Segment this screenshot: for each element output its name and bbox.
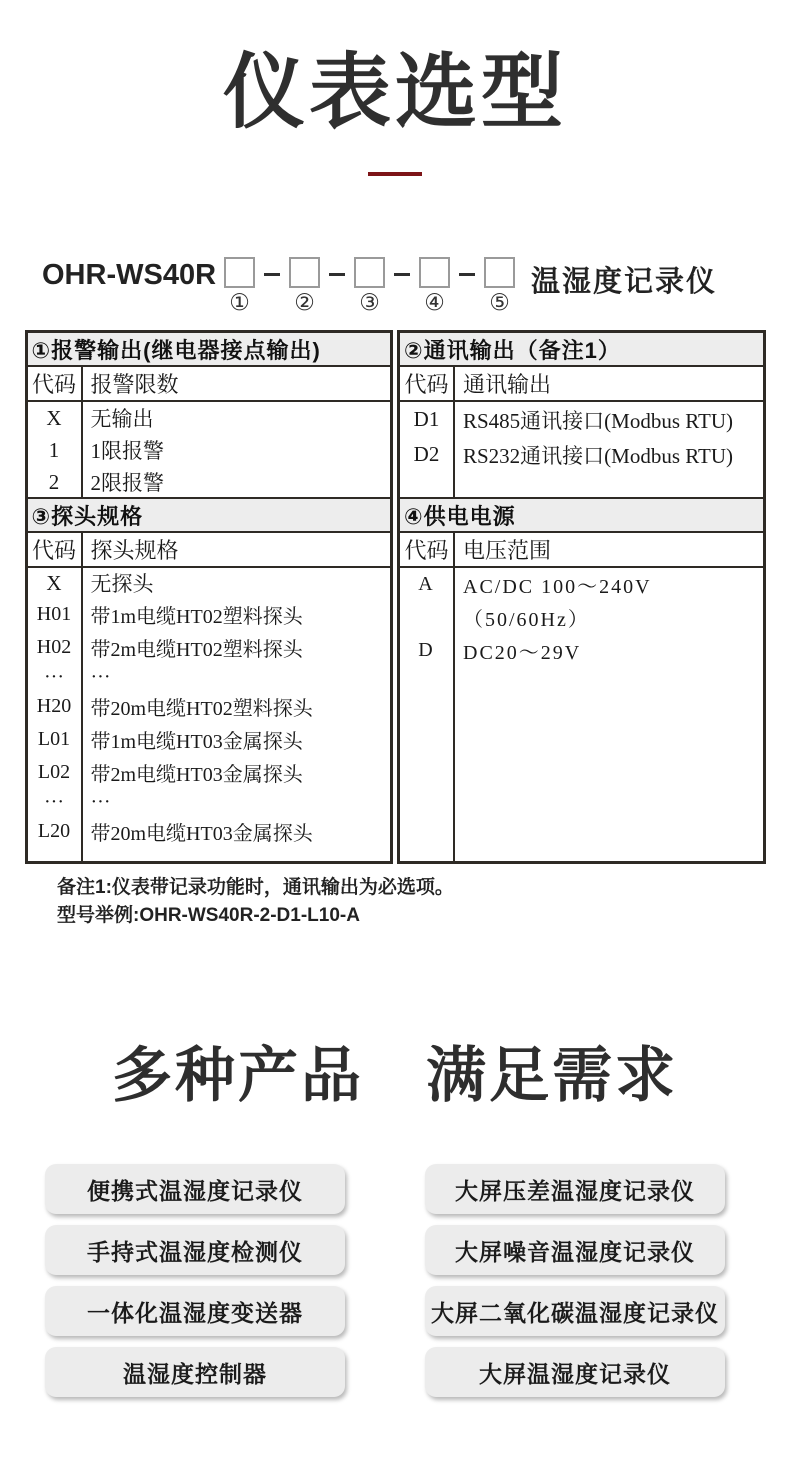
table-row <box>28 434 391 466</box>
desc-column-header: 探头规格 <box>90 538 179 564</box>
product-button-portable-recorder[interactable]: 便携式温湿度记录仪 <box>45 1164 345 1214</box>
desc-cell: ··· <box>90 790 111 813</box>
product-button-humidity-controller[interactable]: 温湿度控制器 <box>45 1347 345 1397</box>
dash-separator <box>329 273 345 276</box>
desc-column-header: 报警限数 <box>90 372 179 398</box>
code-cell: H01 <box>28 598 83 631</box>
table-row <box>400 601 763 634</box>
desc-cell: DC20～29V <box>463 642 582 665</box>
code-cell: D <box>400 634 455 667</box>
filler-row <box>400 667 763 861</box>
position-label-3: ③ <box>359 289 380 316</box>
code-column-header: 代码 <box>400 367 455 400</box>
position-label-5: ⑤ <box>489 289 510 316</box>
code-cell: H20 <box>28 690 83 723</box>
table-row <box>28 466 391 497</box>
product-button-bigscreen-pressure-recorder[interactable]: 大屏压差温湿度记录仪 <box>425 1164 725 1214</box>
model-box-1 <box>224 257 255 288</box>
product-button-bigscreen-recorder[interactable]: 大屏温湿度记录仪 <box>425 1347 725 1397</box>
table-row <box>400 568 763 601</box>
desc-cell: AC/DC 100～240V <box>463 576 652 599</box>
desc-cell: 带1m电缆HT02塑料探头 <box>90 606 303 629</box>
filler-row <box>400 472 763 497</box>
desc-cell: 带20m电缆HT02塑料探头 <box>90 698 313 721</box>
position-label-1: ① <box>229 289 250 316</box>
position-label-4: ④ <box>424 289 445 316</box>
section-2-column-headers <box>400 367 763 402</box>
code-cell: 2 <box>28 466 83 497</box>
desc-cell: ··· <box>90 665 111 688</box>
code-column-header: 代码 <box>28 533 83 566</box>
desc-column-header: 通讯输出 <box>463 372 552 398</box>
selection-table-left <box>25 330 394 864</box>
dash-separator <box>394 273 410 276</box>
product-button-bigscreen-co2-recorder[interactable]: 大屏二氧化碳温湿度记录仪 <box>425 1286 725 1336</box>
code-column-header: 代码 <box>400 533 455 566</box>
section-4-column-headers <box>400 533 763 568</box>
section-1-header: ①报警输出(继电器接点输出) <box>28 333 391 367</box>
table-row <box>28 690 391 723</box>
section-3-column-headers <box>28 533 391 568</box>
desc-cell: RS232通讯接口(Modbus RTU) <box>463 443 734 468</box>
code-cell: D1 <box>400 402 455 437</box>
model-prefix: OHR-WS40R <box>42 259 217 292</box>
model-slot-2 <box>289 254 320 314</box>
code-cell: X <box>28 568 83 598</box>
desc-cell: RS485通讯接口(Modbus RTU) <box>463 408 734 433</box>
title-underline <box>368 172 422 176</box>
desc-column-header: 电压范围 <box>463 538 552 564</box>
model-box-3 <box>354 257 385 288</box>
notes <box>57 874 790 930</box>
code-cell: L01 <box>28 723 83 756</box>
dash-separator <box>264 273 280 276</box>
model-slot-3 <box>354 254 385 314</box>
table-row <box>28 756 391 789</box>
table-row-ellipsis <box>28 664 391 690</box>
product-button-handheld-detector[interactable]: 手持式温湿度检测仪 <box>45 1225 345 1275</box>
code-cell: L02 <box>28 756 83 789</box>
product-buttons <box>45 1164 790 1397</box>
table-row <box>400 437 763 472</box>
table-row <box>28 402 391 434</box>
desc-cell: 带20m电缆HT03金属探头 <box>90 823 313 846</box>
product-button-bigscreen-noise-recorder[interactable]: 大屏噪音温湿度记录仪 <box>425 1225 725 1275</box>
table-row <box>28 723 391 756</box>
code-cell: H02 <box>28 631 83 664</box>
table-row <box>28 598 391 631</box>
table-row <box>28 815 391 848</box>
section-4-header: ④供电电源 <box>400 499 763 533</box>
model-example: 型号举例:OHR-WS40R-2-D1-L10-A <box>57 905 360 927</box>
model-slot-4 <box>419 254 450 314</box>
code-column-header: 代码 <box>28 367 83 400</box>
code-cell: A <box>400 568 455 601</box>
code-cell: L20 <box>28 815 83 848</box>
dash-separator <box>459 273 475 276</box>
desc-cell: 带2m电缆HT02塑料探头 <box>90 639 303 662</box>
code-cell: ··· <box>28 664 83 690</box>
table-row <box>400 402 763 437</box>
products-heading-left: 多种产品 <box>112 1042 364 1110</box>
model-box-5 <box>484 257 515 288</box>
model-slot-1 <box>224 254 255 314</box>
section-1-column-headers <box>28 367 391 402</box>
product-button-integrated-transmitter[interactable]: 一体化温湿度变送器 <box>45 1286 345 1336</box>
code-cell: X <box>28 402 83 434</box>
selection-table <box>25 330 766 864</box>
desc-cell: 无探头 <box>90 572 154 597</box>
note-1: 备注1:仪表带记录功能时，通讯输出为必选项。 <box>57 877 454 899</box>
page-title: 仪表选型 <box>222 47 567 138</box>
desc-cell: 带2m电缆HT03金属探头 <box>90 764 303 787</box>
code-cell: D2 <box>400 437 455 472</box>
desc-cell: 1限报警 <box>90 439 164 464</box>
table-row-ellipsis <box>28 789 391 815</box>
products-heading-right: 满足需求 <box>426 1042 678 1110</box>
products-heading <box>0 1042 790 1110</box>
position-label-2: ② <box>294 289 315 316</box>
code-cell: 1 <box>28 434 83 466</box>
desc-cell: 无输出 <box>90 407 154 432</box>
table-row <box>400 634 763 667</box>
model-ordering-diagram <box>42 254 790 314</box>
desc-cell: 带1m电缆HT03金属探头 <box>90 731 303 754</box>
selection-table-right <box>397 330 766 864</box>
table-row <box>28 568 391 598</box>
code-cell <box>400 601 455 634</box>
model-box-4 <box>419 257 450 288</box>
code-cell: ··· <box>28 789 83 815</box>
model-slot-5 <box>484 254 515 314</box>
model-suffix: 温湿度记录仪 <box>531 266 718 299</box>
filler-row <box>28 848 391 861</box>
section-2-header: ②通讯输出（备注1） <box>400 333 763 367</box>
table-row <box>28 631 391 664</box>
desc-cell: （50/60Hz） <box>463 609 590 632</box>
model-box-2 <box>289 257 320 288</box>
section-3-header: ③探头规格 <box>28 499 391 533</box>
desc-cell: 2限报警 <box>90 471 164 496</box>
